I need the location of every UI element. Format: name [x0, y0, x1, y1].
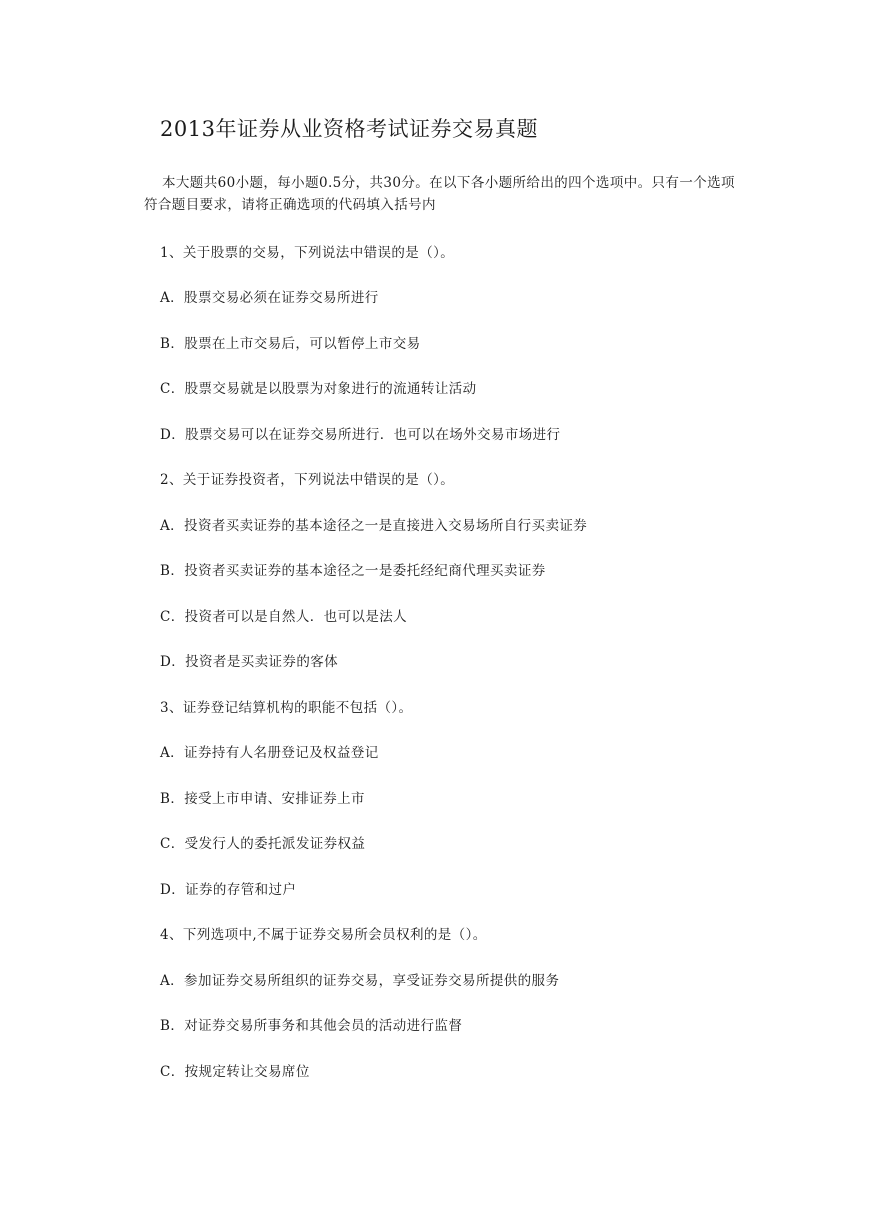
- question-2-option-b: B．投资者买卖证券的基本途径之一是委托经纪商代理买卖证券: [160, 563, 546, 579]
- question-4-option-c: C．按规定转让交易席位: [160, 1064, 310, 1080]
- question-2-option-d: D．投资者是买卖证券的客体: [160, 654, 339, 670]
- instructions-paragraph: 本大题共60小题，每小题0.5分，共30分。在以下各小题所给出的四个选项中。只有一个选项符合题目要求，请将正确选项的代码填入括号内: [144, 175, 735, 213]
- question-1-option-d: D．股票交易可以在证券交易所进行．也可以在场外交易市场进行: [160, 427, 561, 443]
- question-1-option-c: C．股票交易就是以股票为对象进行的流通转让活动: [160, 381, 477, 397]
- document-title: 2013年证券从业资格考试证券交易真题: [160, 117, 538, 141]
- question-1-option-a: A．股票交易必须在证券交易所进行: [160, 290, 379, 306]
- question-2-option-a: A．投资者买卖证券的基本途径之一是直接进入交易场所自行买卖证券: [160, 518, 588, 534]
- question-1-stem: 1、关于股票的交易，下列说法中错误的是（）。: [160, 245, 455, 261]
- question-3-option-d: D．证券的存管和过户: [160, 882, 297, 898]
- question-1-option-b: B．股票在上市交易后，可以暂停上市交易: [160, 336, 421, 352]
- question-2-option-c: C．投资者可以是自然人．也可以是法人: [160, 609, 408, 625]
- question-4-option-b: B．对证券交易所事务和其他会员的活动进行监督: [160, 1018, 463, 1034]
- question-2-stem: 2、关于证券投资者，下列说法中错误的是（）。: [160, 472, 455, 488]
- question-4-option-a: A．参加证券交易所组织的证券交易，享受证券交易所提供的服务: [160, 973, 560, 989]
- question-3-option-b: B．接受上市申请、安排证券上市: [160, 791, 365, 807]
- question-4-stem: 4、下列选项中,不属于证券交易所会员权利的是（）。: [160, 927, 487, 943]
- question-3-option-c: C．受发行人的委托派发证券权益: [160, 836, 366, 852]
- question-3-option-a: A．证券持有人名册登记及权益登记: [160, 745, 379, 761]
- question-3-stem: 3、证券登记结算机构的职能不包括（）。: [160, 700, 413, 716]
